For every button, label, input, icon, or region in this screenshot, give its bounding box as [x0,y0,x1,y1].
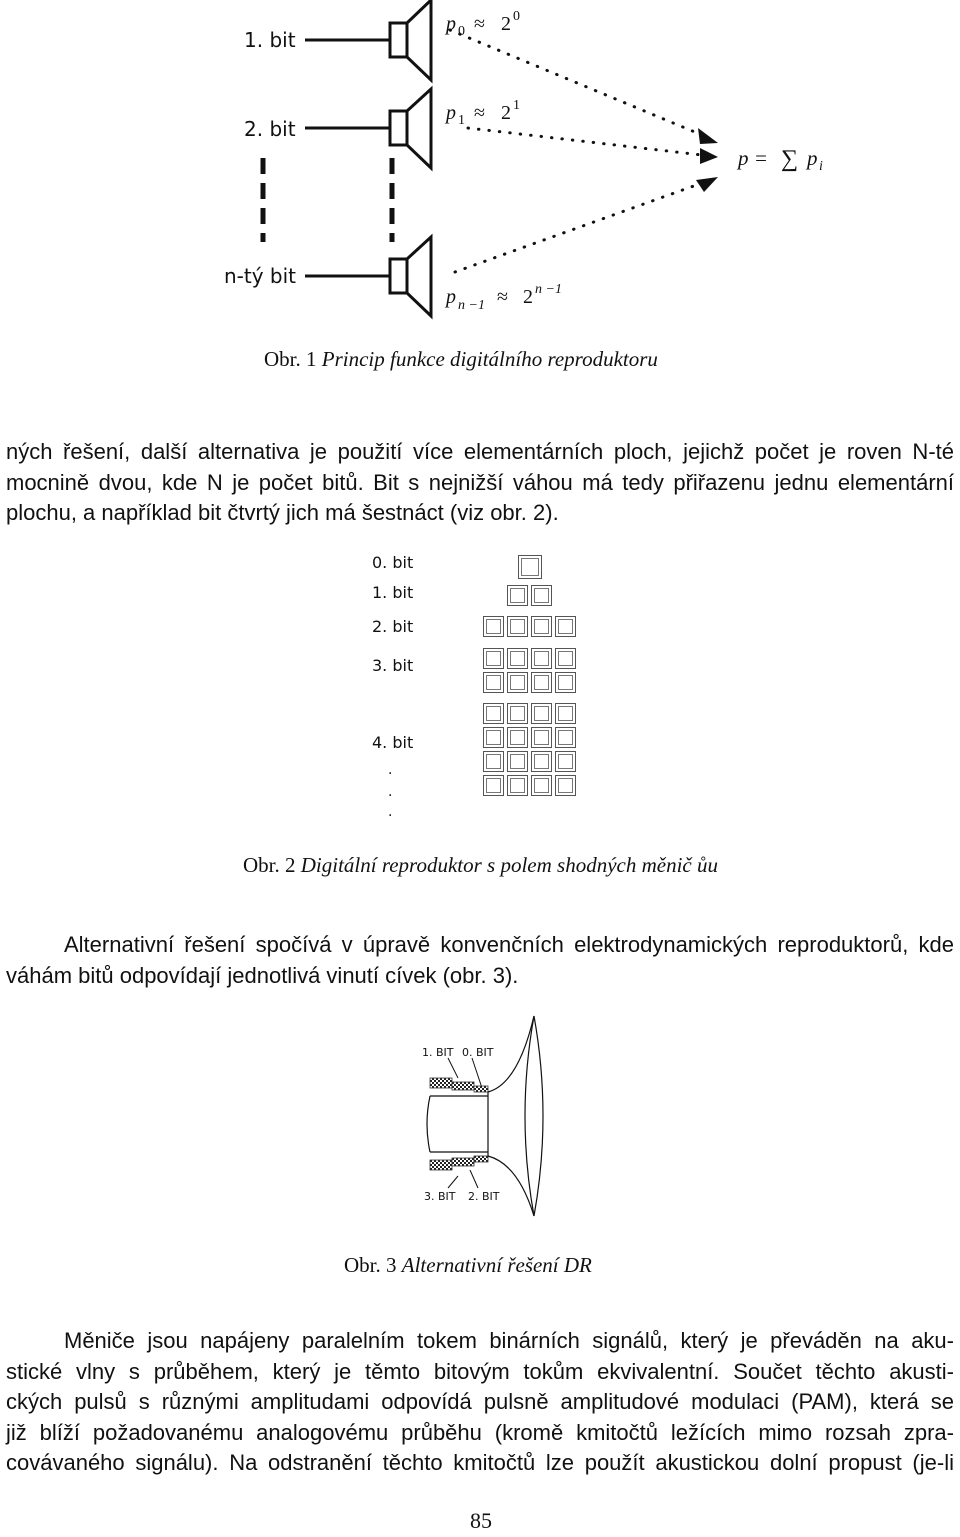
transducer-cell [555,703,576,724]
transducer-cell [507,616,528,637]
transducer-cell [507,751,528,772]
ellipsis-dot: · [388,808,393,824]
bit-label-n: n-tý bit [224,264,297,288]
caption-number: Obr. 2 [243,853,296,877]
transducer-cell [507,672,528,693]
caption-number: Obr. 3 [344,1253,397,1277]
probability-label-1 [444,98,520,128]
svg-text:2: 2 [501,102,511,124]
svg-text:≈: ≈ [474,13,485,35]
paragraph-line: již blíží požadovanému analogovému průběhu (kromě kmitočtů ležících mimo rozsah zpra- [6,1419,954,1445]
transducer-cell [531,585,552,606]
label-1-bit: 1. BIT [422,1046,454,1059]
transducer-cell [531,672,552,693]
transducer-cell [483,703,504,724]
svg-text:2: 2 [501,13,511,35]
transducer-cell [518,555,542,579]
paragraph-1 [6,437,954,529]
figure-1-diagram [0,0,960,340]
ellipsis-dot: · [388,766,393,782]
label-2-bit: 2. BIT [468,1190,500,1203]
bit-label-4: 4. bit [372,733,414,752]
svg-text:p =: p = [738,146,768,170]
transducer-cell [483,775,504,796]
paragraph-line: Měniče jsou napájeny paralelním tokem binárních signálů, který je převáděn na aku- [64,1328,954,1353]
coil-windings [430,1078,488,1170]
speaker-icon-n [305,237,431,316]
figure-3-diagram [400,1010,570,1220]
transducer-cell [507,703,528,724]
caption-text: Alternativní řešení DR [401,1253,592,1277]
bit-label-2: 2. bit [244,117,296,141]
paragraph-line: Alternativní řešení spočívá v úpravě konvenčních elektrodynamických reproduktorů, kde [64,932,954,957]
paragraph-line: mocnině dvou, kde N je počet bitů. Bit s nejnižší váhou má tedy přiřazenu jednu elementární [6,469,954,495]
transducer-cell [507,727,528,748]
transducer-cell [531,751,552,772]
svg-text:i: i [819,159,823,174]
figure-2-caption [243,853,718,878]
page-number: 85 [470,1508,492,1533]
transducer-cell [483,648,504,669]
svg-text:2: 2 [523,286,533,308]
svg-text:1: 1 [458,113,465,128]
transducer-cell [483,727,504,748]
svg-text:≈: ≈ [497,286,508,308]
transducer-cell [531,727,552,748]
svg-text:1: 1 [513,98,520,113]
svg-text:0: 0 [458,24,465,39]
transducer-cell [555,648,576,669]
paragraph-line: covávaného signálu). Na odstranění těchto kmitočtů lze použít akustickou dolní propust (je-li [6,1450,954,1475]
arrow-heads [696,128,718,192]
svg-text:p: p [807,146,818,170]
svg-text:n −1: n −1 [535,282,562,297]
speaker-icon-1 [305,0,431,80]
sum-formula [736,146,823,174]
transducer-cell [531,775,552,796]
transducer-cell [555,616,576,637]
transducer-cell [483,751,504,772]
paragraph-line: ných řešení, další alternativa je použití více elementárních ploch, jejichž počet je roven N-té [6,439,954,464]
transducer-cell [555,727,576,748]
speaker-icon-2 [305,89,431,168]
bit-label-3: 3. bit [372,656,414,675]
transducer-cell [507,648,528,669]
transducer-cell [483,672,504,693]
transducer-cell [531,703,552,724]
transducer-cell [531,616,552,637]
svg-text:∑: ∑ [781,146,799,172]
paragraph-line: stické vlny s průběhem, který je těmto bitovým tokům ekvivalentní. Součet těchto akusti- [6,1358,954,1384]
paragraph-2 [6,930,954,991]
caption-text: Princip funkce digitálního reproduktoru [321,347,658,371]
paragraph-line: plochu, a například bit čtvrtý jich má šestnáct (viz obr. 2). [6,500,559,525]
transducer-cell [555,751,576,772]
transducer-cell [507,585,528,606]
paragraph-line: ckých pulsů s různými amplitudami odpovídá pulsně amplitudové modulaci (PAM), která se [6,1389,954,1414]
dotted-arrows [450,30,702,272]
svg-text:p: p [446,286,456,308]
caption-text: Digitální reproduktor s polem shodných měnič ůu [300,853,718,877]
svg-text:n −1: n −1 [458,298,485,313]
paragraph-line: váhám bitů odpovídají jednotlivá vinutí cívek (obr. 3). [6,962,519,988]
svg-text:p: p [446,102,456,124]
transducer-cell [483,616,504,637]
bit-label-2: 2. bit [372,617,414,636]
label-0-bit: 0. BIT [462,1046,494,1059]
transducer-cell [555,775,576,796]
probability-label-0 [444,9,520,39]
probability-label-n [444,282,562,313]
svg-text:≈: ≈ [474,102,485,124]
transducer-cell [531,648,552,669]
figure-3-caption [344,1253,592,1278]
transducer-cell [555,672,576,693]
bit-label-0: 0. bit [372,553,414,572]
caption-number: Obr. 1 [264,347,317,371]
svg-text:p: p [446,13,456,35]
paragraph-3 [6,1326,954,1479]
bit-label-1: 1. bit [244,28,296,52]
ellipsis-dot: · [388,788,393,804]
label-3-bit: 3. BIT [424,1190,456,1203]
transducer-cell [507,775,528,796]
bit-label-1: 1. bit [372,583,414,602]
svg-text:0: 0 [513,9,520,24]
figure-1-caption [264,347,658,372]
